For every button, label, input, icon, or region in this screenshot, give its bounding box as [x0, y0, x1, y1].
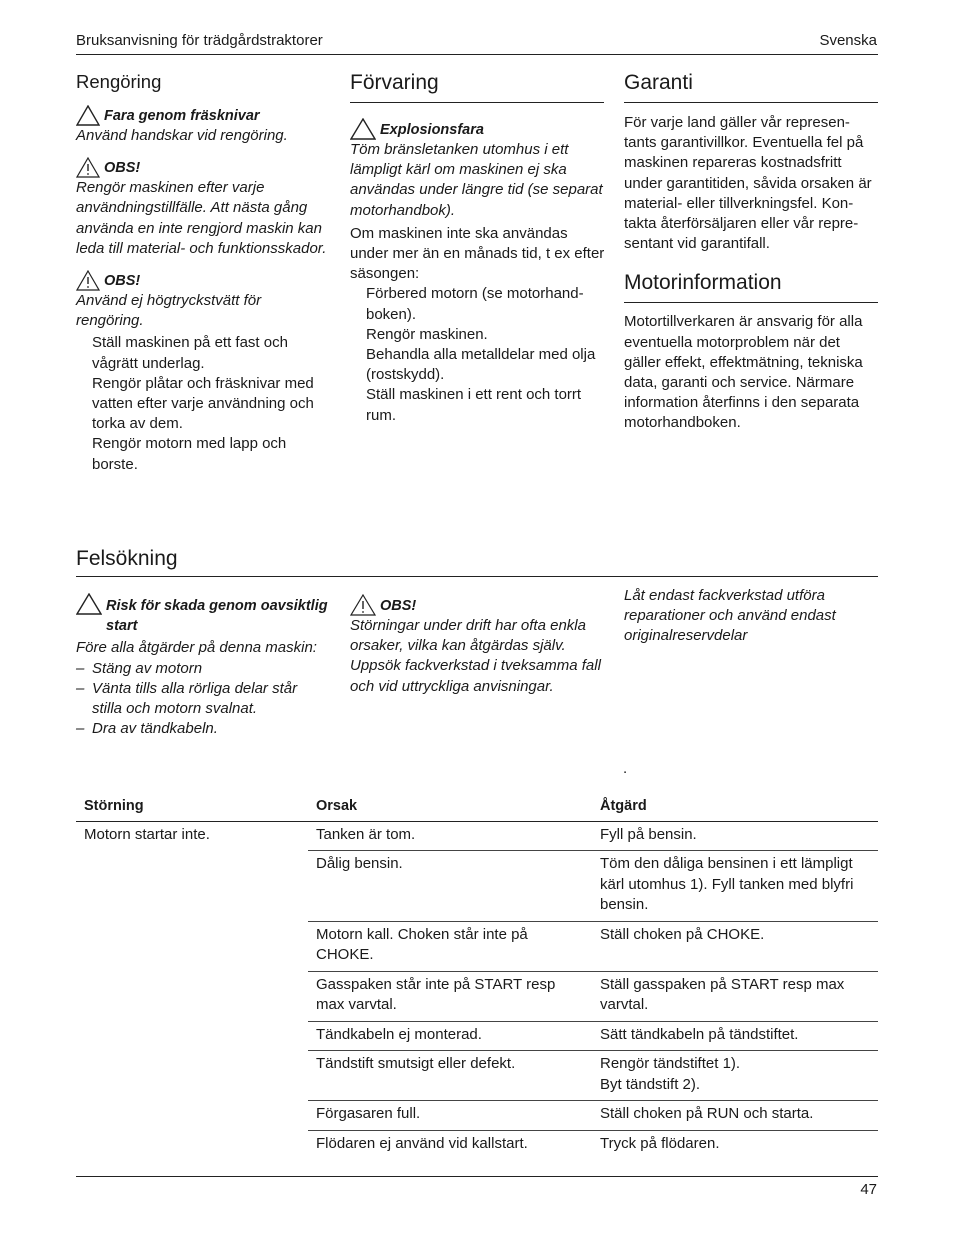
table-header-storning: Störning	[76, 796, 308, 821]
action-cell: Ställ choken på CHOKE.	[592, 921, 878, 971]
obs2-text: Använd ej högtryckstvätt för rengöring.	[76, 292, 262, 330]
forvaring-heading: Förvaring	[350, 71, 439, 94]
forvaring-section	[350, 71, 605, 426]
forvaring-step: Ställ maskinen i ett rent och torrt rum.	[366, 386, 582, 424]
risk-warning-step: – Stäng av motorn	[76, 659, 203, 677]
troubleshooting-table	[76, 796, 878, 1159]
fara-warning-text: Använd handskar vid rengöring.	[76, 127, 288, 144]
action-cell: Tryck på flödaren.	[600, 1134, 720, 1152]
felsokning-obs	[350, 594, 605, 697]
action-cell: Rengör tändstiftet 1). Byt tändstift 2).	[592, 1051, 878, 1101]
forvaring-step: Rengör maskinen.	[366, 325, 488, 343]
risk-warning	[76, 596, 331, 739]
obs1-text: Rengör maskinen efter varje användningstillfälle. Att nästa gång använda en inte rengjord maskin kan leda till material- och funktionsskador.	[76, 179, 327, 257]
cause-cell: Tanken är tom.	[308, 821, 592, 851]
motorinformation-heading: Motorinformation	[624, 271, 782, 295]
risk-warning-step: – Vänta tills alla rörliga delar står stilla och motorn svalnat.	[76, 679, 298, 718]
felsokning-note	[624, 586, 879, 647]
table-header-orsak: Orsak	[308, 796, 592, 821]
felsokning-heading: Felsökning	[76, 547, 178, 570]
explosion-warning-title: Explosionsfara	[350, 118, 605, 140]
problem-cell: Motorn startar inte.	[84, 825, 210, 843]
header-divider	[76, 54, 878, 55]
cause-cell: Flödaren ej använd vid kallstart.	[316, 1134, 528, 1152]
warning-triangle-icon	[350, 118, 376, 140]
garanti-text: För varje land gäller vår represen-tants garantivillkor. Eventuella fel på maskinen repareras kostnadsfritt under garantitiden, såvida orsaken är material- eller tillverkningsfel. Kon-takta återförsäljaren eller vår repre-sentant vid garantifall.	[624, 114, 872, 253]
fara-warning-title: Fara genom fräsknivar	[76, 105, 331, 126]
motorinformation-text: Motortillverkaren är ansvarig för alla eventuella motorproblem när det gäller effekt, effektmätning, tekniska data, garanti och service. Närmare information återfinns i den separata motorhandboken.	[624, 313, 863, 432]
forvaring-intro: Om maskinen inte ska användas under mer än en månads tid, t ex efter säsongen:	[350, 224, 605, 283]
risk-warning-intro: Före alla åtgärder på denna maskin:	[76, 639, 317, 657]
cause-cell: Tändstift smutsigt eller defekt.	[308, 1051, 592, 1101]
table-row	[76, 821, 878, 851]
obs1-title: OBS!	[76, 157, 331, 178]
action-cell: Fyll på bensin.	[592, 821, 878, 851]
action-cell: Sätt tändkabeln på tändstiftet.	[592, 1021, 878, 1051]
warning-triangle-icon	[76, 105, 100, 126]
forvaring-step: Förbered motorn (se motorhand-boken).	[366, 285, 584, 323]
rengoring-section	[76, 71, 331, 475]
felsokning-divider	[76, 576, 878, 577]
table-header-row	[76, 796, 878, 821]
explosion-warning-text: Töm bränsletanken utomhus i ett lämpligt kärl om maskinen ej ska användas under längre tid (se separat motorhandbok).	[350, 141, 603, 219]
rengoring-step: Rengör motorn med lapp och borste.	[92, 435, 287, 473]
warning-triangle-icon	[76, 593, 102, 615]
action-cell: Töm den dåliga bensinen i ett lämpligt kärl utomhus 1). Fyll tanken med blyfri bensin.	[592, 851, 878, 922]
felsokning-obs-title: OBS!	[350, 594, 605, 616]
rengoring-step: Ställ maskinen på ett fast och vågrätt underlag.	[92, 334, 288, 372]
cause-cell: Motorn kall. Choken står inte på CHOKE.	[308, 921, 592, 971]
cause-cell: Förgasaren full.	[308, 1101, 592, 1131]
forvaring-step: Behandla alla metalldelar med olja (rostskydd).	[366, 346, 596, 384]
rengoring-heading: Rengöring	[76, 71, 162, 92]
garanti-section	[624, 71, 879, 434]
caution-triangle-icon	[76, 270, 100, 291]
caution-triangle-icon	[76, 157, 100, 178]
document-title: Bruksanvisning för trädgårdstraktorer	[76, 32, 323, 49]
table-header-atgard: Åtgärd	[592, 796, 878, 821]
caution-triangle-icon	[350, 594, 376, 616]
obs2-title: OBS!	[76, 270, 331, 291]
risk-warning-step: – Dra av tändkabeln.	[76, 720, 218, 738]
risk-warning-title: Risk för skada genom oavsiktlig start	[76, 596, 331, 636]
page-number: 47	[860, 1181, 877, 1198]
cause-cell: Tändkabeln ej monterad.	[308, 1021, 592, 1051]
cause-cell: Dålig bensin.	[308, 851, 592, 922]
language-label: Svenska	[819, 32, 877, 49]
action-cell: Ställ choken på RUN och starta.	[592, 1101, 878, 1131]
felsokning-obs-text: Störningar under drift har ofta enkla orsaker, vilka kan åtgärdas själv. Uppsök fackverkstad i tveksamma fall och vid uttryckliga anvisningar.	[350, 617, 601, 695]
garanti-heading: Garanti	[624, 71, 693, 94]
footer-divider	[76, 1176, 878, 1177]
stray-dot: .	[623, 760, 628, 777]
felsokning-note-text: Låt endast fackverkstad utföra reparationer och använd endast originalreservdelar	[624, 587, 836, 645]
action-cell: Ställ gasspaken på START resp max varvtal.	[592, 971, 878, 1021]
rengoring-step: Rengör plåtar och fräsknivar med vatten efter varje användning och torka av dem.	[92, 374, 314, 433]
cause-cell: Gasspaken står inte på START resp max varvtal.	[308, 971, 592, 1021]
